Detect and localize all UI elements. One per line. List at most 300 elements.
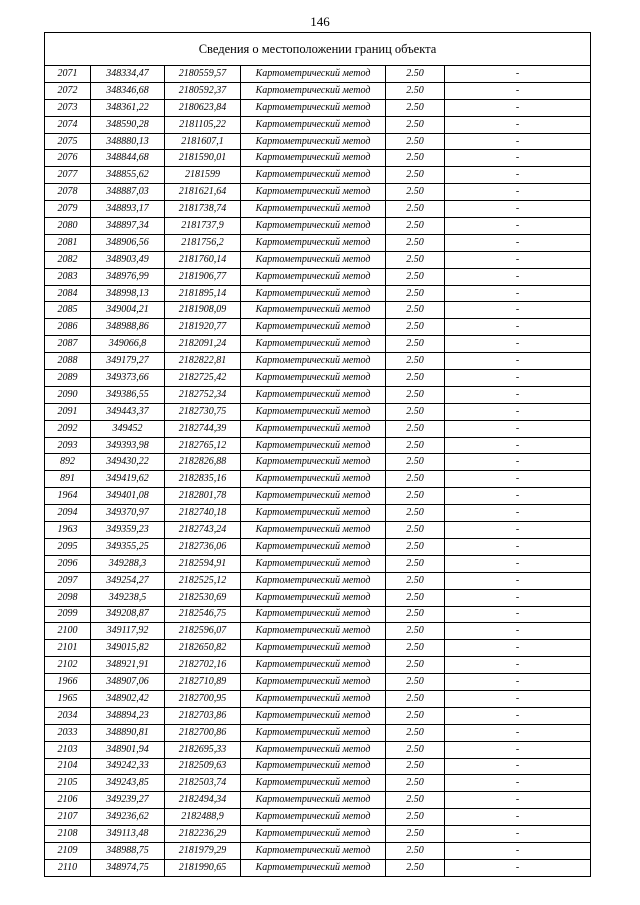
- method-cell: Картометрический метод: [241, 758, 386, 775]
- x-coordinate-cell: 349004,21: [91, 302, 165, 319]
- accuracy-cell: 2.50: [386, 353, 445, 370]
- y-coordinate-cell: 2182236,29: [165, 826, 241, 843]
- accuracy-cell: 2.50: [386, 859, 445, 876]
- y-coordinate-cell: 2182710,89: [165, 674, 241, 691]
- method-cell: Картометрический метод: [241, 201, 386, 218]
- method-cell: Картометрический метод: [241, 302, 386, 319]
- y-coordinate-cell: 2182826,88: [165, 454, 241, 471]
- accuracy-cell: 2.50: [386, 707, 445, 724]
- note-cell: -: [445, 184, 591, 201]
- accuracy-cell: 2.50: [386, 657, 445, 674]
- x-coordinate-cell: 348361,22: [91, 99, 165, 116]
- accuracy-cell: 2.50: [386, 842, 445, 859]
- x-coordinate-cell: 349288,3: [91, 555, 165, 572]
- table-row: [45, 218, 591, 235]
- accuracy-cell: 2.50: [386, 319, 445, 336]
- x-coordinate-cell: 349254,27: [91, 572, 165, 589]
- table-row: [45, 724, 591, 741]
- x-coordinate-cell: 348998,13: [91, 285, 165, 302]
- note-cell: -: [445, 809, 591, 826]
- method-cell: Картометрический метод: [241, 66, 386, 83]
- note-cell: -: [445, 437, 591, 454]
- note-cell: -: [445, 201, 591, 218]
- note-cell: -: [445, 606, 591, 623]
- note-cell: -: [445, 386, 591, 403]
- accuracy-cell: 2.50: [386, 826, 445, 843]
- table-row: [45, 690, 591, 707]
- accuracy-cell: 2.50: [386, 809, 445, 826]
- note-cell: -: [445, 792, 591, 809]
- accuracy-cell: 2.50: [386, 167, 445, 184]
- x-coordinate-cell: 349242,33: [91, 758, 165, 775]
- method-cell: Картометрический метод: [241, 690, 386, 707]
- y-coordinate-cell: 2180559,57: [165, 66, 241, 83]
- note-cell: -: [445, 319, 591, 336]
- x-coordinate-cell: 349443,37: [91, 403, 165, 420]
- table-row: [45, 859, 591, 876]
- table-row: [45, 184, 591, 201]
- point-number-cell: 2071: [45, 66, 91, 83]
- point-number-cell: 2081: [45, 234, 91, 251]
- table-row: [45, 116, 591, 133]
- y-coordinate-cell: 2182650,82: [165, 640, 241, 657]
- table-row: [45, 268, 591, 285]
- x-coordinate-cell: 349393,98: [91, 437, 165, 454]
- y-coordinate-cell: 2182530,69: [165, 589, 241, 606]
- table-row: [45, 386, 591, 403]
- table-row: [45, 420, 591, 437]
- note-cell: -: [445, 826, 591, 843]
- x-coordinate-cell: 348893,17: [91, 201, 165, 218]
- accuracy-cell: 2.50: [386, 758, 445, 775]
- point-number-cell: 2090: [45, 386, 91, 403]
- method-cell: Картометрический метод: [241, 859, 386, 876]
- point-number-cell: 2110: [45, 859, 91, 876]
- point-number-cell: 2034: [45, 707, 91, 724]
- note-cell: -: [445, 420, 591, 437]
- x-coordinate-cell: 349359,23: [91, 522, 165, 539]
- y-coordinate-cell: 2182509,63: [165, 758, 241, 775]
- method-cell: Картометрический метод: [241, 437, 386, 454]
- note-cell: -: [445, 353, 591, 370]
- point-number-cell: 2093: [45, 437, 91, 454]
- note-cell: -: [445, 775, 591, 792]
- method-cell: Картометрический метод: [241, 809, 386, 826]
- point-number-cell: 2102: [45, 657, 91, 674]
- accuracy-cell: 2.50: [386, 370, 445, 387]
- accuracy-cell: 2.50: [386, 690, 445, 707]
- x-coordinate-cell: 349015,82: [91, 640, 165, 657]
- y-coordinate-cell: 2181908,09: [165, 302, 241, 319]
- point-number-cell: 1963: [45, 522, 91, 539]
- accuracy-cell: 2.50: [386, 572, 445, 589]
- point-number-cell: 892: [45, 454, 91, 471]
- table-row: [45, 758, 591, 775]
- point-number-cell: 2073: [45, 99, 91, 116]
- accuracy-cell: 2.50: [386, 251, 445, 268]
- table-row: [45, 167, 591, 184]
- accuracy-cell: 2.50: [386, 589, 445, 606]
- point-number-cell: 2099: [45, 606, 91, 623]
- y-coordinate-cell: 2181990,65: [165, 859, 241, 876]
- accuracy-cell: 2.50: [386, 150, 445, 167]
- note-cell: -: [445, 522, 591, 539]
- note-cell: -: [445, 842, 591, 859]
- point-number-cell: 2086: [45, 319, 91, 336]
- table-row: [45, 775, 591, 792]
- note-cell: -: [445, 674, 591, 691]
- accuracy-cell: 2.50: [386, 184, 445, 201]
- point-number-cell: 2098: [45, 589, 91, 606]
- method-cell: Картометрический метод: [241, 522, 386, 539]
- point-number-cell: 2072: [45, 82, 91, 99]
- table-row: [45, 657, 591, 674]
- method-cell: Картометрический метод: [241, 218, 386, 235]
- x-coordinate-cell: 348907,06: [91, 674, 165, 691]
- accuracy-cell: 2.50: [386, 133, 445, 150]
- accuracy-cell: 2.50: [386, 420, 445, 437]
- x-coordinate-cell: 348988,75: [91, 842, 165, 859]
- accuracy-cell: 2.50: [386, 116, 445, 133]
- accuracy-cell: 2.50: [386, 302, 445, 319]
- x-coordinate-cell: 349373,66: [91, 370, 165, 387]
- method-cell: Картометрический метод: [241, 471, 386, 488]
- y-coordinate-cell: 2181979,29: [165, 842, 241, 859]
- table-row: [45, 826, 591, 843]
- point-number-cell: 2091: [45, 403, 91, 420]
- y-coordinate-cell: 2182091,24: [165, 336, 241, 353]
- y-coordinate-cell: 2182765,12: [165, 437, 241, 454]
- y-coordinate-cell: 2182695,33: [165, 741, 241, 758]
- x-coordinate-cell: 348988,86: [91, 319, 165, 336]
- method-cell: Картометрический метод: [241, 319, 386, 336]
- y-coordinate-cell: 2182700,86: [165, 724, 241, 741]
- accuracy-cell: 2.50: [386, 488, 445, 505]
- note-cell: -: [445, 538, 591, 555]
- point-number-cell: 2077: [45, 167, 91, 184]
- point-number-cell: 2107: [45, 809, 91, 826]
- accuracy-cell: 2.50: [386, 437, 445, 454]
- y-coordinate-cell: 2181590,01: [165, 150, 241, 167]
- table-row: [45, 741, 591, 758]
- note-cell: -: [445, 116, 591, 133]
- note-cell: -: [445, 234, 591, 251]
- x-coordinate-cell: 348844,68: [91, 150, 165, 167]
- method-cell: Картометрический метод: [241, 285, 386, 302]
- x-coordinate-cell: 349355,25: [91, 538, 165, 555]
- x-coordinate-cell: 348855,62: [91, 167, 165, 184]
- method-cell: Картометрический метод: [241, 775, 386, 792]
- note-cell: -: [445, 218, 591, 235]
- accuracy-cell: 2.50: [386, 454, 445, 471]
- accuracy-cell: 2.50: [386, 792, 445, 809]
- x-coordinate-cell: 349179,27: [91, 353, 165, 370]
- accuracy-cell: 2.50: [386, 285, 445, 302]
- table-row: [45, 133, 591, 150]
- x-coordinate-cell: 349238,5: [91, 589, 165, 606]
- point-number-cell: 2082: [45, 251, 91, 268]
- point-number-cell: 2092: [45, 420, 91, 437]
- accuracy-cell: 2.50: [386, 66, 445, 83]
- method-cell: Картометрический метод: [241, 572, 386, 589]
- x-coordinate-cell: 348887,03: [91, 184, 165, 201]
- table-row: [45, 454, 591, 471]
- x-coordinate-cell: 348880,13: [91, 133, 165, 150]
- table-row: [45, 370, 591, 387]
- table-title-row: [45, 33, 591, 66]
- method-cell: Картометрический метод: [241, 640, 386, 657]
- y-coordinate-cell: 2182730,75: [165, 403, 241, 420]
- method-cell: Картометрический метод: [241, 741, 386, 758]
- table-row: [45, 522, 591, 539]
- accuracy-cell: 2.50: [386, 606, 445, 623]
- table-row: [45, 251, 591, 268]
- y-coordinate-cell: 2181737,9: [165, 218, 241, 235]
- method-cell: Картометрический метод: [241, 589, 386, 606]
- note-cell: -: [445, 741, 591, 758]
- y-coordinate-cell: 2182702,16: [165, 657, 241, 674]
- note-cell: -: [445, 640, 591, 657]
- x-coordinate-cell: 349430,22: [91, 454, 165, 471]
- accuracy-cell: 2.50: [386, 403, 445, 420]
- table-row: [45, 82, 591, 99]
- x-coordinate-cell: 349401,08: [91, 488, 165, 505]
- y-coordinate-cell: 2182736,06: [165, 538, 241, 555]
- point-number-cell: 2033: [45, 724, 91, 741]
- method-cell: Картометрический метод: [241, 268, 386, 285]
- table-row: [45, 707, 591, 724]
- note-cell: -: [445, 336, 591, 353]
- point-number-cell: 2074: [45, 116, 91, 133]
- note-cell: -: [445, 471, 591, 488]
- note-cell: -: [445, 707, 591, 724]
- y-coordinate-cell: 2182700,95: [165, 690, 241, 707]
- method-cell: Картометрический метод: [241, 842, 386, 859]
- table-row: [45, 842, 591, 859]
- x-coordinate-cell: 349066,8: [91, 336, 165, 353]
- method-cell: Картометрический метод: [241, 792, 386, 809]
- table-row: [45, 505, 591, 522]
- note-cell: -: [445, 251, 591, 268]
- note-cell: -: [445, 623, 591, 640]
- method-cell: Картометрический метод: [241, 724, 386, 741]
- x-coordinate-cell: 348590,28: [91, 116, 165, 133]
- table-row: [45, 555, 591, 572]
- y-coordinate-cell: 2181920,77: [165, 319, 241, 336]
- y-coordinate-cell: 2182801,78: [165, 488, 241, 505]
- point-number-cell: 2105: [45, 775, 91, 792]
- x-coordinate-cell: 349452: [91, 420, 165, 437]
- table-row: [45, 674, 591, 691]
- method-cell: Картометрический метод: [241, 454, 386, 471]
- method-cell: Картометрический метод: [241, 386, 386, 403]
- point-number-cell: 2083: [45, 268, 91, 285]
- point-number-cell: 2097: [45, 572, 91, 589]
- method-cell: Картометрический метод: [241, 167, 386, 184]
- y-coordinate-cell: 2182725,42: [165, 370, 241, 387]
- point-number-cell: 2078: [45, 184, 91, 201]
- y-coordinate-cell: 2180623,84: [165, 99, 241, 116]
- x-coordinate-cell: 349113,48: [91, 826, 165, 843]
- x-coordinate-cell: 349117,92: [91, 623, 165, 640]
- x-coordinate-cell: 348901,94: [91, 741, 165, 758]
- note-cell: -: [445, 555, 591, 572]
- point-number-cell: 2079: [45, 201, 91, 218]
- note-cell: -: [445, 690, 591, 707]
- table-row: [45, 302, 591, 319]
- table-row: [45, 471, 591, 488]
- note-cell: -: [445, 268, 591, 285]
- x-coordinate-cell: 348890,81: [91, 724, 165, 741]
- accuracy-cell: 2.50: [386, 218, 445, 235]
- point-number-cell: 2103: [45, 741, 91, 758]
- method-cell: Картометрический метод: [241, 505, 386, 522]
- point-number-cell: 2076: [45, 150, 91, 167]
- note-cell: -: [445, 66, 591, 83]
- note-cell: -: [445, 285, 591, 302]
- accuracy-cell: 2.50: [386, 724, 445, 741]
- x-coordinate-cell: 348897,34: [91, 218, 165, 235]
- table-row: [45, 606, 591, 623]
- note-cell: -: [445, 657, 591, 674]
- y-coordinate-cell: 2182503,74: [165, 775, 241, 792]
- y-coordinate-cell: 2182744,39: [165, 420, 241, 437]
- y-coordinate-cell: 2182594,91: [165, 555, 241, 572]
- point-number-cell: 2108: [45, 826, 91, 843]
- note-cell: -: [445, 505, 591, 522]
- x-coordinate-cell: 348921,91: [91, 657, 165, 674]
- y-coordinate-cell: 2181607,1: [165, 133, 241, 150]
- method-cell: Картометрический метод: [241, 420, 386, 437]
- method-cell: Картометрический метод: [241, 623, 386, 640]
- accuracy-cell: 2.50: [386, 775, 445, 792]
- table-row: [45, 623, 591, 640]
- y-coordinate-cell: 2181621,64: [165, 184, 241, 201]
- y-coordinate-cell: 2181760,14: [165, 251, 241, 268]
- y-coordinate-cell: 2182703,86: [165, 707, 241, 724]
- accuracy-cell: 2.50: [386, 268, 445, 285]
- method-cell: Картометрический метод: [241, 99, 386, 116]
- accuracy-cell: 2.50: [386, 555, 445, 572]
- note-cell: -: [445, 488, 591, 505]
- method-cell: Картометрический метод: [241, 606, 386, 623]
- point-number-cell: 2084: [45, 285, 91, 302]
- accuracy-cell: 2.50: [386, 640, 445, 657]
- point-number-cell: 1966: [45, 674, 91, 691]
- method-cell: Картометрический метод: [241, 826, 386, 843]
- note-cell: -: [445, 167, 591, 184]
- table-row: [45, 336, 591, 353]
- accuracy-cell: 2.50: [386, 674, 445, 691]
- table-row: [45, 488, 591, 505]
- y-coordinate-cell: 2182740,18: [165, 505, 241, 522]
- y-coordinate-cell: 2181599: [165, 167, 241, 184]
- x-coordinate-cell: 349239,27: [91, 792, 165, 809]
- table-row: [45, 66, 591, 83]
- method-cell: Картометрический метод: [241, 488, 386, 505]
- note-cell: -: [445, 82, 591, 99]
- method-cell: Картометрический метод: [241, 184, 386, 201]
- note-cell: -: [445, 150, 591, 167]
- accuracy-cell: 2.50: [386, 82, 445, 99]
- note-cell: -: [445, 724, 591, 741]
- point-number-cell: 2106: [45, 792, 91, 809]
- note-cell: -: [445, 572, 591, 589]
- method-cell: Картометрический метод: [241, 370, 386, 387]
- table-row: [45, 234, 591, 251]
- point-number-cell: 1964: [45, 488, 91, 505]
- method-cell: Картометрический метод: [241, 674, 386, 691]
- point-number-cell: 2088: [45, 353, 91, 370]
- table-row: [45, 353, 591, 370]
- accuracy-cell: 2.50: [386, 234, 445, 251]
- point-number-cell: 891: [45, 471, 91, 488]
- note-cell: -: [445, 589, 591, 606]
- point-number-cell: 2094: [45, 505, 91, 522]
- point-number-cell: 2087: [45, 336, 91, 353]
- point-number-cell: 2104: [45, 758, 91, 775]
- y-coordinate-cell: 2182488,9: [165, 809, 241, 826]
- point-number-cell: 2096: [45, 555, 91, 572]
- x-coordinate-cell: 348903,49: [91, 251, 165, 268]
- method-cell: Картометрический метод: [241, 707, 386, 724]
- x-coordinate-cell: 348906,56: [91, 234, 165, 251]
- x-coordinate-cell: 349236,62: [91, 809, 165, 826]
- method-cell: Картометрический метод: [241, 150, 386, 167]
- x-coordinate-cell: 348334,47: [91, 66, 165, 83]
- method-cell: Картометрический метод: [241, 555, 386, 572]
- method-cell: Картометрический метод: [241, 403, 386, 420]
- accuracy-cell: 2.50: [386, 538, 445, 555]
- table-row: [45, 437, 591, 454]
- y-coordinate-cell: 2181738,74: [165, 201, 241, 218]
- method-cell: Картометрический метод: [241, 234, 386, 251]
- table-row: [45, 792, 591, 809]
- y-coordinate-cell: 2182596,07: [165, 623, 241, 640]
- table-row: [45, 201, 591, 218]
- y-coordinate-cell: 2181895,14: [165, 285, 241, 302]
- table-row: [45, 403, 591, 420]
- y-coordinate-cell: 2182546,75: [165, 606, 241, 623]
- x-coordinate-cell: 349370,97: [91, 505, 165, 522]
- method-cell: Картометрический метод: [241, 657, 386, 674]
- table-title: Сведения о местоположении границ объекта: [45, 33, 591, 66]
- table-row: [45, 150, 591, 167]
- y-coordinate-cell: 2182494,34: [165, 792, 241, 809]
- y-coordinate-cell: 2182752,34: [165, 386, 241, 403]
- table-row: [45, 285, 591, 302]
- point-number-cell: 1965: [45, 690, 91, 707]
- table-row: [45, 319, 591, 336]
- note-cell: -: [445, 403, 591, 420]
- point-number-cell: 2075: [45, 133, 91, 150]
- y-coordinate-cell: 2182743,24: [165, 522, 241, 539]
- y-coordinate-cell: 2182822,81: [165, 353, 241, 370]
- accuracy-cell: 2.50: [386, 99, 445, 116]
- accuracy-cell: 2.50: [386, 471, 445, 488]
- x-coordinate-cell: 348974,75: [91, 859, 165, 876]
- note-cell: -: [445, 99, 591, 116]
- x-coordinate-cell: 348902,42: [91, 690, 165, 707]
- y-coordinate-cell: 2180592,37: [165, 82, 241, 99]
- point-number-cell: 2100: [45, 623, 91, 640]
- table-row: [45, 572, 591, 589]
- point-number-cell: 2089: [45, 370, 91, 387]
- point-number-cell: 2101: [45, 640, 91, 657]
- table-row: [45, 589, 591, 606]
- accuracy-cell: 2.50: [386, 386, 445, 403]
- x-coordinate-cell: 349386,55: [91, 386, 165, 403]
